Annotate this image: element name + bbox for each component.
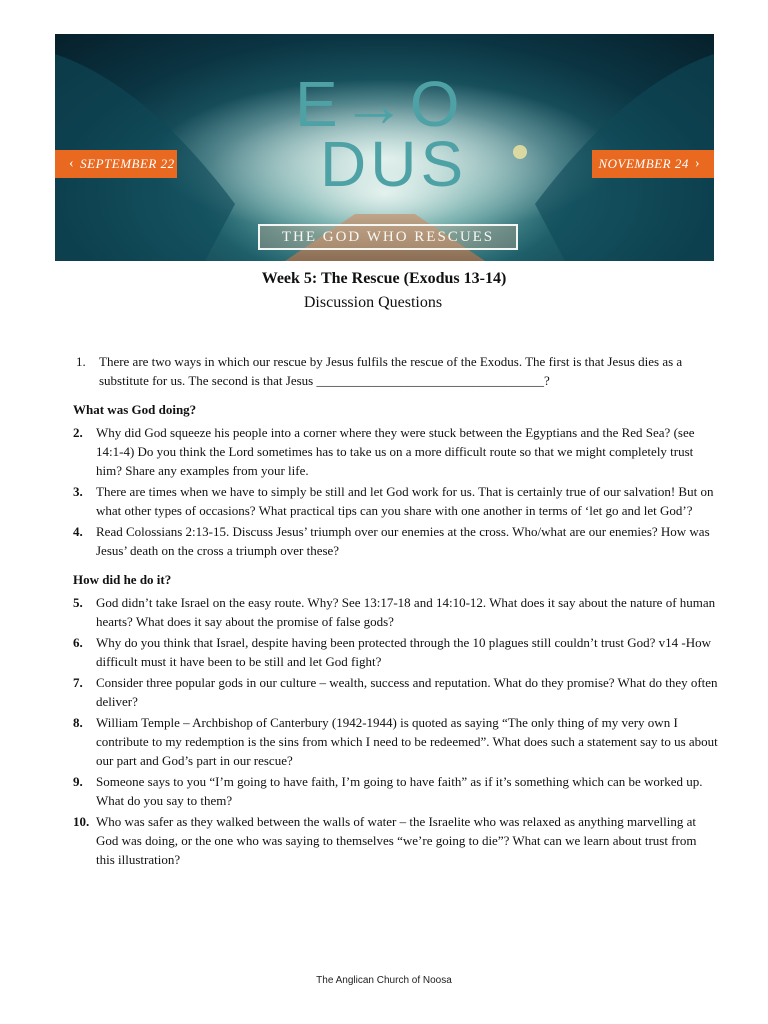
question-number: 5. [73, 595, 83, 610]
section-heading-what-was-god-doing: What was God doing? [73, 402, 197, 417]
question-text: Why do you think that Israel, despite having been protected through the 10 plagues still couldn’t trust God? v14 -How difficult must it have been to be still and let God fight? [96, 635, 711, 669]
start-date-badge [55, 150, 177, 178]
question-list [73, 352, 718, 871]
page-title: Week 5: The Rescue (Exodus 13-14) [261, 270, 507, 287]
question-item [73, 593, 718, 631]
question-text: William Temple – Archbishop of Canterbury (1942-1944) is quoted as saying “The only thing of my very own I contribute to my redemption is the sins from which I need to be redeemed”. What does such a statement say to us about our part and God’s part in our rescue? [96, 715, 718, 768]
question-item [73, 812, 718, 869]
chevron-left-icon: ‹ [69, 156, 75, 171]
question-text: Consider three popular gods in our culture – wealth, success and reputation. What do they promise? What do they often deliver? [96, 675, 718, 709]
question-number: 6. [73, 635, 83, 650]
end-date-label: NOVEMBER 24 [598, 156, 689, 171]
question-text: Someone says to you “I’m going to have faith, I’m going to have faith” as if it’s something which can be worked up. What do you say to them? [96, 774, 703, 808]
page-subtitle: Discussion Questions [303, 294, 443, 311]
question-item [73, 522, 718, 560]
question-number: 4. [73, 524, 83, 539]
question-number: 9. [73, 774, 83, 789]
section-heading-how-did-he-do-it: How did he do it? [73, 572, 172, 587]
start-date-label: SEPTEMBER 22 [80, 156, 175, 171]
question-text: There are two ways in which our rescue by Jesus fulfils the rescue of the Exodus. The first is that Jesus dies as a substitute for us. The second is that Jesus ___________________________________? [99, 354, 683, 388]
question-number: 10. [73, 814, 90, 829]
question-item [73, 633, 718, 671]
question-number: 3. [73, 484, 83, 499]
exodus-logo-line1: E→O [295, 68, 464, 140]
question-item [73, 713, 718, 770]
end-date-badge [592, 150, 714, 178]
question-text: There are times when we have to simply be still and let God work for us. That is certainly true of our salvation! But on what other types of occasions? What practical tips can you share with one another in terms of ‘let go and let God’? [96, 484, 714, 518]
footer-church-name: The Anglican Church of Noosa [316, 975, 452, 986]
chevron-right-icon: › [694, 156, 700, 171]
question-number: 1. [76, 354, 86, 369]
question-item [73, 772, 718, 810]
question-text: Read Colossians 2:13-15. Discuss Jesus’ triumph over our enemies at the cross. Who/what are our enemies? How was Jesus’ death on the cross a triumph over these? [96, 524, 710, 558]
question-item [73, 673, 718, 711]
question-number: 8. [73, 715, 83, 730]
question-item [73, 423, 718, 480]
question-item [76, 352, 718, 390]
question-text: God didn’t take Israel on the easy route. Why? See 13:17-18 and 14:10-12. What does it say about the nature of human hearts? What does it say about the promise of false gods? [96, 595, 716, 629]
exodus-banner [55, 34, 714, 261]
question-text: Who was safer as they walked between the walls of water – the Israelite who was relaxed as anything marvelling at God was doing, or the one who was saying to themselves “we’re going to die”? What can we learn about trust from this illustration? [96, 814, 697, 867]
question-text: Why did God squeeze his people into a corner where they were stuck between the Egyptians and the Red Sea? (see 14:1-4) Do you think the Lord sometimes has to take us on a more difficult route so that we might completely trust him? Share any examples from your life. [96, 425, 695, 478]
banner-tagline: THE GOD WHO RESCUES [258, 224, 518, 250]
question-number: 2. [73, 425, 83, 440]
question-number: 7. [73, 675, 83, 690]
question-item [73, 482, 718, 520]
exodus-logo-line2: DUS [320, 128, 468, 200]
